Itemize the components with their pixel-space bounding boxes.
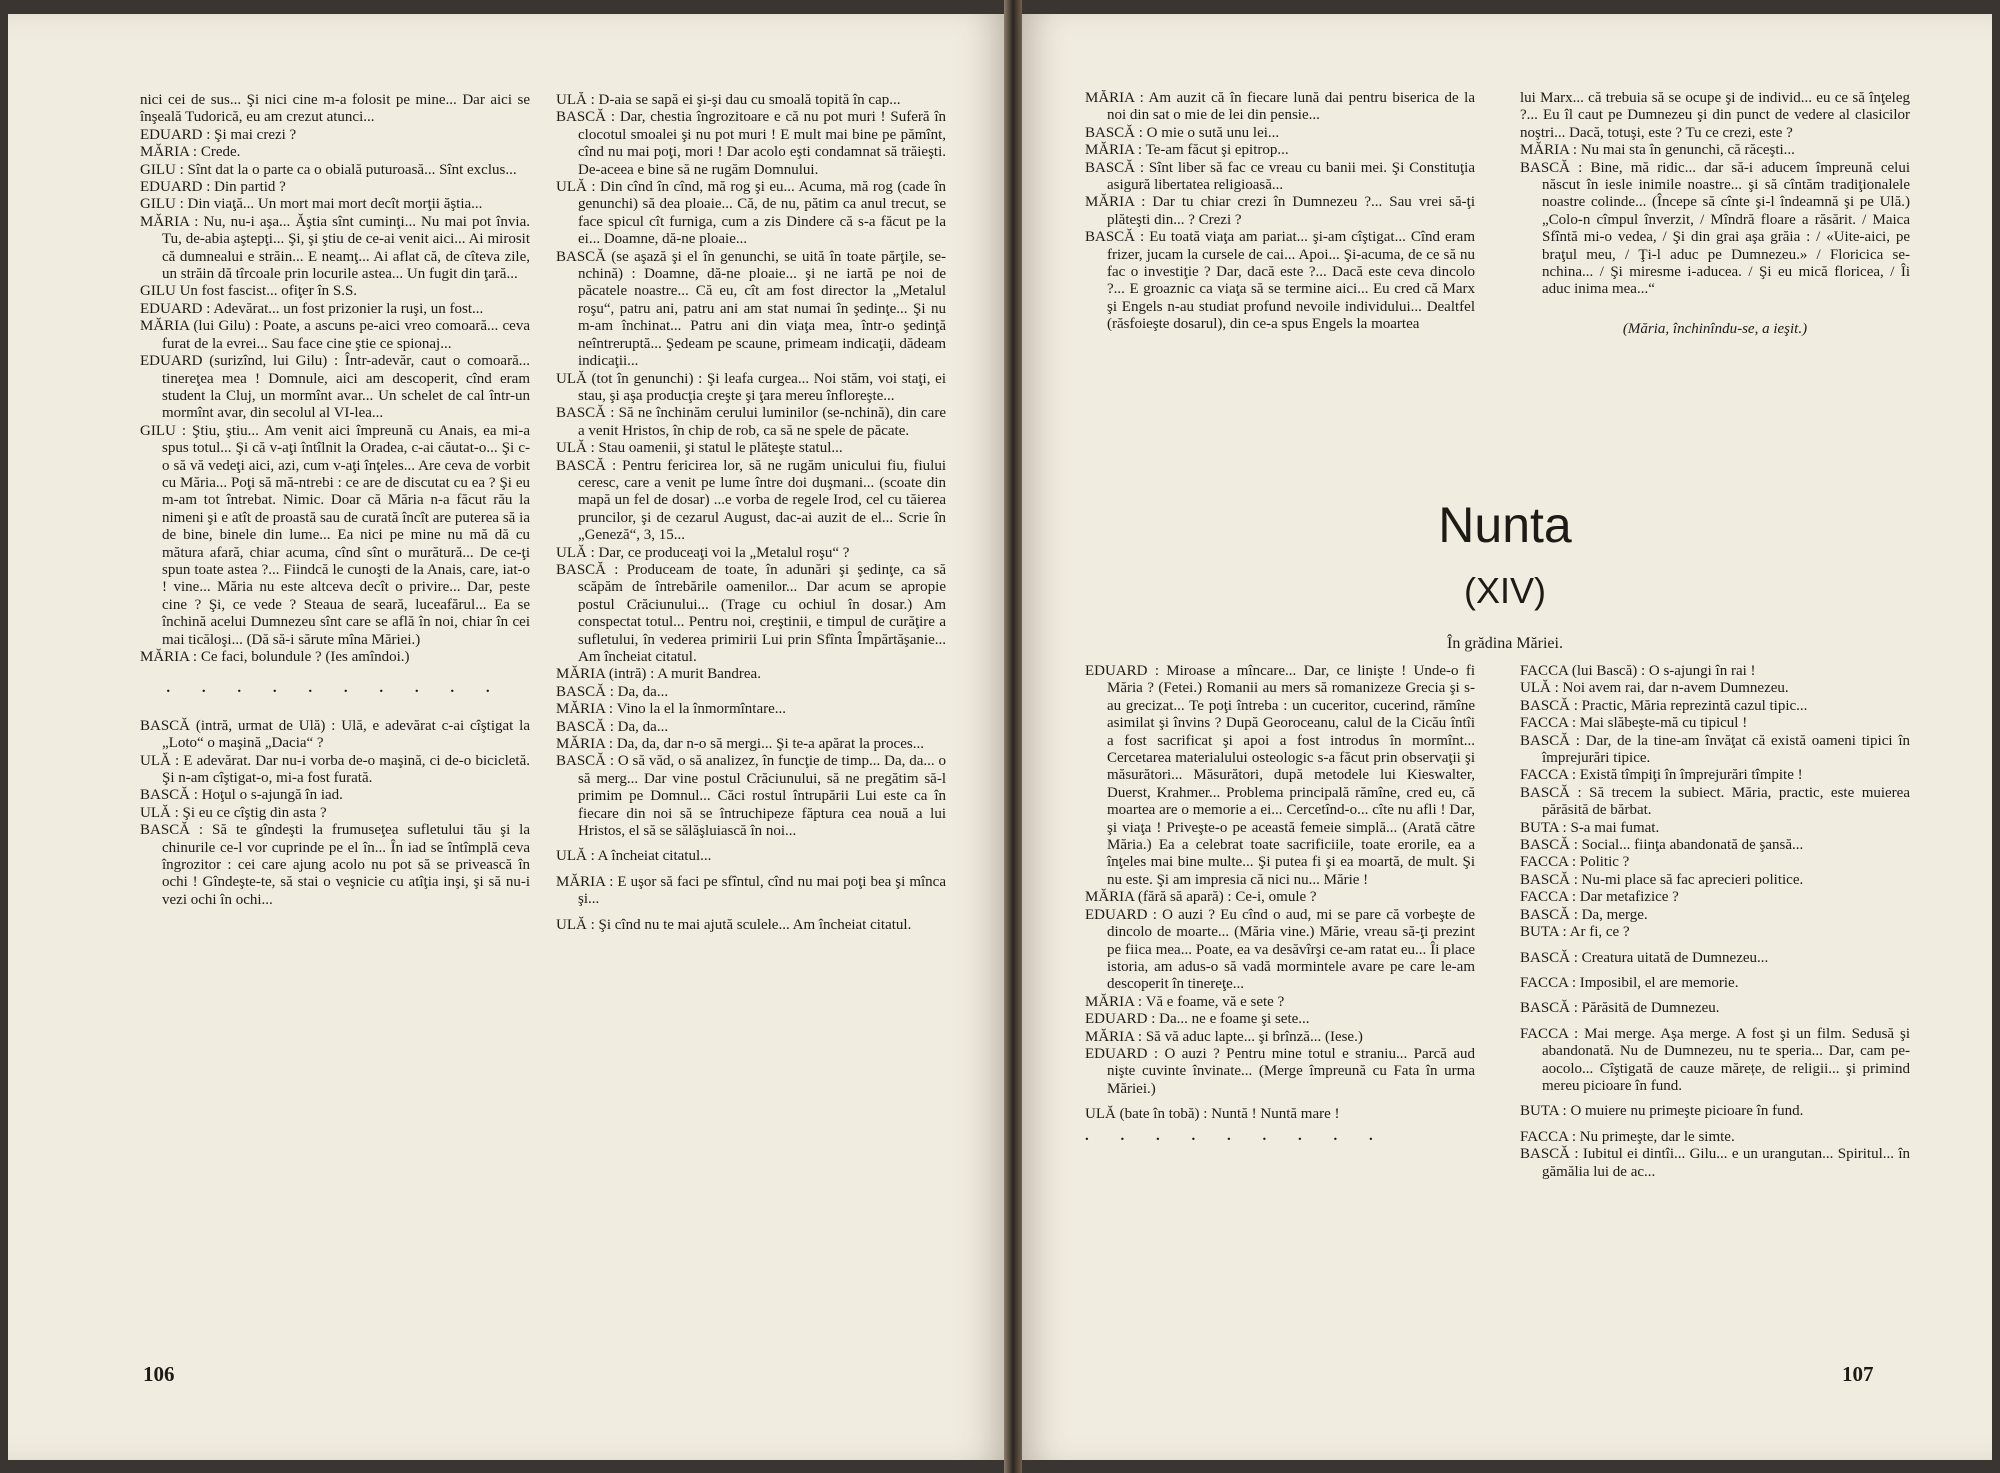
text-para: BUTA : Ar fi, ce ? bbox=[1520, 924, 1630, 941]
text-para: FACCA : Mai slăbeşte-mă cu tipicul ! bbox=[1520, 715, 1748, 732]
text-para: BASCĂ : Bine, mă ridic... dar să-i aducem împreună celui născut în iesle inimile noastre... şi să cîntăm tradiţionalele noastre colinde... (Începe să cînte şi-l îndeamnă şi pe Ulă.) „Colo-n cîmpul înverzit, / Mîndră floare a răsărit. / Maica Sfîntă mi-o vedea, / Şi din grai aşa grăia : / «Uite-aici, pe braţul meu, / Ţi-l aduc pe Dumnezeu.» / Floricica se-nchina... / Şi miresme i-aducea. / Şi eu mică floricea, / Îi aduc inima mea...“ bbox=[1520, 159, 1910, 298]
text-para: MĂRIA : Nu mai sta în genunchi, că răceşti... bbox=[1520, 142, 1795, 159]
text-para: BUTA : O muiere nu primeşte picioare în fund. bbox=[1520, 1103, 1804, 1120]
text-para: BASCĂ (se aşază şi el în genunchi, se uită în toate părţile, se-nchină) : Doamne, dă-ne ploaie... şi ne iartă pe noi de păcatele noastre... Că eu, cît am fost director la „Metalul roşu“, patru ani, patru ani am stat numai în şedinţe... Şi nu m-am închinat... Patru ani din viaţa mea, într-o şedinţă neîntreruptă... Şedeam pe scaune, primeam indicaţii, dădeam indicaţii... bbox=[556, 248, 946, 370]
text-para: BUTA : S-a mai fumat. bbox=[1520, 819, 1660, 836]
chapter-title-block bbox=[1018, 495, 1992, 653]
scene-break-dots: . . . . . . . . . bbox=[1085, 1127, 1387, 1144]
text-para: GILU : Sînt dat la o parte ca o obială puturoasă... Sînt exclus... bbox=[140, 161, 517, 178]
text-para: ULĂ : Stau oamenii, şi statul le plăteşte statul... bbox=[556, 440, 843, 457]
text-para: EDUARD : Din partid ? bbox=[140, 179, 286, 196]
text-para: BASCĂ : Dar, de la tine-am învăţat că există oameni tipici în împrejurări tipice. bbox=[1520, 732, 1910, 767]
scene-location: În grădina Măriei. bbox=[1447, 635, 1563, 652]
text-para: MĂRIA : Să vă aduc lapte... şi brînză... (Iese.) bbox=[1085, 1028, 1363, 1045]
text-para: ULĂ : Noi avem rai, dar n-avem Dumnezeu. bbox=[1520, 680, 1789, 697]
text-para: MĂRIA : Am auzit că în fiecare lună dai pentru biserica de la noi din sat o mie de lei din pensie... bbox=[1085, 90, 1475, 124]
text-para: BASCĂ : Să te gîndeşti la frumuseţea sufletului tău şi la chinurile ce-l vor cuprinde pe el în... În iad se întîmplă ceva îngrozitor : cei care ajung acolo nu pot să se privească în ochi ! Gîndeşte-te, să stai o veşnicie cu atîţia inşi, şi să nu-i vezi ochi în ochi... bbox=[140, 822, 530, 908]
text-para: ULĂ : Dar, ce produceaţi voi la „Metalul roşu“ ? bbox=[556, 544, 850, 561]
text-para: ULĂ (bate în tobă) : Nuntă ! Nuntă mare ! bbox=[1085, 1106, 1340, 1123]
page-number-left: 106 bbox=[143, 1362, 175, 1386]
text-para: MĂRIA (intră) : A murit Bandrea. bbox=[556, 666, 761, 683]
text-para: BASCĂ : Hoţul o s-ajungă în iad. bbox=[140, 787, 343, 804]
text-para: ULĂ : Din cînd în cînd, mă rog şi eu... Acuma, mă rog (cade în genunchi) să dea ploaie... Că, de nu, pătim ca anul trecut, se face spicul cît furniga, cum a zis Dindere că s-a făcut pe la ei... Doamne, dă-ne ploaie... bbox=[556, 179, 946, 248]
text-para: BASCĂ : Pentru fericirea lor, să ne rugăm unicului fiu, fiului ceresc, care a venit pe lume între doi duşmani... (scoate din mapă un fel de dosar) ...e vorba de regele Irod, cel cu tăierea pruncilor, şi de cezarul August, dac-ai auzit de el... Scrie în „Geneză“, 3, 15... bbox=[556, 457, 946, 544]
stage-direction: (Măria, închinîndu-se, a ieşit.) bbox=[1622, 320, 1808, 337]
text-para: ULĂ : D-aia se sapă ei şi-şi dau cu smoală topită în cap... bbox=[556, 92, 901, 108]
text-para: FACCA : Există tîmpiţi în împrejurări tîmpite ! bbox=[1520, 767, 1803, 784]
text-para: FACCA : Imposibil, el are memorie. bbox=[1520, 974, 1739, 991]
text-para: GILU : Ştiu, ştiu... Am venit aici împreună cu Anais, ea mi-a spus totul... Şi că v-aţi întîlnit la Oradea, c-ai căutat-o... Şi c-o să vă vedeţi aici, azi, cum v-aţi înţeles... Are ceva de vorbit cu Măria... Poţi să mă-ntrebi : ce are de discutat cu ea ? Şi eu m-am tot întrebat. Nimic. Doar că Măria n-a făcut rău la nimeni şi e atît de proastă sau de curată încît are puterea să ia de bine, binele din lume... Ea nici pe mine nu mă dă cu mătura afară, chiar acuma, cînd sînt o murătură... De ce-ţi spun toate astea ?... Fiindcă le cunoşti de la Anais, care, iat-o ! vine... Măria nu este altceva decît o privire... Dar, peste cine ? Şi, ce vede ? Steaua de seară, luceafărul... Ea se închină acelui Dumnezeu sînt care se află în noi, chiar în cei mai ticăloşi... (Dă să-i sărute mîna Măriei.) bbox=[140, 422, 530, 648]
right-top-column-1 bbox=[1085, 90, 1475, 470]
text-para: BASCĂ : Sînt liber să fac ce vreau cu banii mei. Şi Constituţia asigură libertatea religioasă... bbox=[1085, 159, 1475, 194]
left-column-2 bbox=[556, 92, 946, 1352]
text-para: EDUARD (surizînd, lui Gilu) : Într-adevăr, caut o comoară... tinereţea mea ! Domnule, aici am descoperit, cînd eram student la Cluj, un mormînt avar... Un schelet de cal într-un mormînt avar, din secolul al VI-lea... bbox=[140, 353, 530, 422]
text-para: ULĂ : E adevărat. Dar nu-i vorba de-o maşină, ci de-o bicicletă. Şi n-am cîştigat-o, mi-a fost furată. bbox=[140, 752, 530, 787]
text-para: MĂRIA : Nu, nu-i aşa... Ăştia sînt cuminţi... Nu mai pot învia. Tu, de-abia aştepţi... Şi, şi ştiu de ce-ai venit aici... Ai mirosit că dumnealui e străin... E neamţ... Ai aflat că, de cîteva zile, un străin dă tîrcoale prin locurile astea... Un fugit din ţară... bbox=[140, 213, 530, 283]
text-para: FACCA (lui Bască) : O s-ajungi în rai ! bbox=[1520, 663, 1756, 679]
text-para: ULĂ : Şi cînd nu te mai ajută sculele... Am încheiat citatul. bbox=[556, 916, 912, 933]
text-para: BASCĂ : O mie o sută unu lei... bbox=[1085, 124, 1280, 141]
text-para: MĂRIA : Te-am făcut şi epitrop... bbox=[1085, 142, 1289, 159]
right-bottom-column-2 bbox=[1520, 663, 1910, 1363]
chapter-title: Nunta bbox=[1438, 497, 1572, 553]
text-para: MĂRIA : Dar tu chiar crezi în Dumnezeu ?... Sau vrei să-ţi plăteşti din... ? Crezi ? bbox=[1085, 194, 1475, 228]
text-para: MĂRIA (lui Gilu) : Poate, a ascuns pe-aici vreo comoară... ceva furat de la evrei... Sau face cine ştie ce spionaj... bbox=[140, 318, 530, 352]
text-para: BASCĂ : Să trecem la subiect. Măria, practic, este muierea părăsită de bărbat. bbox=[1520, 784, 1910, 819]
text-para: EDUARD : Miroase a mîncare... Dar, ce linişte ! Unde-o fi Măria ? (Fetei.) Romanii au mers să romanizeze Grecia şi s-au grecizat... Te poţi întreba : un cuceritor, cucerind, rămîne asimilat şi învins ? După Georoceanu, calul de la Cicău întîi a fost sacrificat şi apoi a fost introdus în mormînt... Cercetarea materialului osteologic s-a făcut prin observaţii şi măsurători... Măsurători, după metodele lui Kieswalter, Duerst, Krahmer... Problema principală rămîne, cred eu, că moartea are o memorie a ei... Cercetînd-o... cîte nu afli ! Dar, şi viaţa ! Priveşte-o pe această femeie simplă... (Arată către Măria.) Ea a celebrat toate sacrificiile, toate erorile, ea a înţeles mai bine multe... Şi putea fi şi ea moartă, de mult. Şi nu este. Şi am impresia că nici nu... Mărie ! bbox=[1085, 663, 1475, 888]
text-para: lui Marx... că trebuia să se ocupe şi de individ... eu ce să înţeleg ?... Eu îl caut pe Dumnezeu şi din punct de vedere al clasicilor noştri... Dacă, totuşi, este ? Tu ce crezi, este ? bbox=[1520, 90, 1910, 141]
text-para: ULĂ (tot în genunchi) : Şi leafa curgea... Noi stăm, voi staţi, ei stau, şi aşa producţia creşte şi ţara mereu înfloreşte... bbox=[556, 370, 946, 404]
text-para: MĂRIA : Crede. bbox=[140, 144, 241, 161]
text-para: MĂRIA (fără să apară) : Ce-i, omule ? bbox=[1085, 889, 1317, 906]
text-para: ULĂ : Şi eu ce cîştig din asta ? bbox=[140, 804, 327, 821]
left-column-1 bbox=[140, 92, 530, 1352]
text-para: FACCA : Politic ? bbox=[1520, 854, 1630, 871]
text-para: MĂRIA : E uşor să faci pe sfîntul, cînd nu mai poţi bea şi mînca şi... bbox=[556, 873, 946, 908]
book-gutter bbox=[1004, 0, 1022, 1473]
text-para: BASCĂ : Da, merge. bbox=[1520, 906, 1648, 923]
text-para: BASCĂ : Creatura uitată de Dumnezeu... bbox=[1520, 949, 1769, 966]
text-para: GILU Un fost fascist... ofiţer în S.S. bbox=[140, 283, 358, 300]
text-para: FACCA : Mai merge. Aşa merge. A fost şi un film. Sedusă şi abandonată. Nu de Dumnezeu, nu te speria... Dar, cam pe-aocolo... Cîştigată de cauze mărețe, de religii... şi primind mereu picioare în fund. bbox=[1520, 1025, 1910, 1094]
text-para: EDUARD : Şi mai crezi ? bbox=[140, 126, 297, 143]
text-para: EDUARD : O auzi ? Pentru mine totul e straniu... Parcă aud nişte cuvinte învinate... (Merge împreună cu Fata în urma Măriei.) bbox=[1085, 1045, 1475, 1097]
text-para: BASCĂ : Social... fiinţa abandonată de şansă... bbox=[1520, 837, 1804, 854]
right-bottom-column-1 bbox=[1085, 663, 1475, 1363]
scene-break-dots: . . . . . . . . . . bbox=[166, 680, 504, 697]
text-para: BASCĂ : Eu toată viaţa am pariat... şi-am cîştigat... Cînd eram frizer, jucam la cursele de cai... Apoi... Şi-acuma, de ce să nu fac o investiţie ? Dar, dacă este ?... Dacă este ceva dincolo ?... E groaznic ca viaţa să se termine aici... Eu cred că Marx şi Engels n-au studiat profund nevoile individului... Dealtfel (răsfoieşte dosarul), din ce-a spus Engels la moartea bbox=[1085, 229, 1475, 333]
text-para: BASCĂ : Da, da... bbox=[556, 718, 669, 735]
text-para: BASCĂ : Nu-mi place să fac aprecieri politice. bbox=[1520, 871, 1804, 888]
text-para: BASCĂ : Practic, Măria reprezintă cazul tipic... bbox=[1520, 697, 1808, 714]
text-para: BASCĂ : Iubitul ei dintîi... Gilu... e un urangutan... Spiritul... în gămălia lui de ac... bbox=[1520, 1146, 1910, 1180]
text-para: EDUARD : Adevărat... un fost prizonier la ruşi, un fost... bbox=[140, 300, 484, 317]
text-para: MĂRIA : Vino la el la înmormîntare... bbox=[556, 701, 787, 718]
chapter-number: (XIV) bbox=[1463, 570, 1546, 611]
text-para: FACCA : Nu primeşte, dar le simte. bbox=[1520, 1128, 1735, 1145]
text-para: BASCĂ : Produceam de toate, în adunări şi şedinţe, ca să scăpăm de întrebările oamenilor... Dar acum se apropie postul Crăciunului... (Trage cu ochiul în dosar.) Am conspectat totul... Pentru noi, creştinii, e timpul de curăţire a sufletului, în vederea primirii Lui prin Sfînta Împărtăşanie... Am încheiat citatul. bbox=[556, 561, 946, 665]
text-para: MĂRIA : Da, da, dar n-o să mergi... Şi te-a apărat la proces... bbox=[556, 736, 924, 753]
text-para: EDUARD : Da... ne e foame şi sete... bbox=[1085, 1011, 1310, 1028]
text-para: EDUARD : O auzi ? Eu cînd o aud, mi se pare că vorbeşte de dincolo de moarte... (Măria vine.) Mărie, vreau să-ţi prezint pe fiica mea... Poate, ea va desăvîrşi ce-am ratat eu... Îi place istoria, am adus-o să vadă mormintele avare pe care le-am descoperit în tinereţe... bbox=[1085, 906, 1475, 993]
text-para: BASCĂ : Da, da... bbox=[556, 683, 669, 700]
page-number-right: 107 bbox=[1842, 1362, 1874, 1386]
text-para: BASCĂ (intră, urmat de Ulă) : Ulă, e adevărat c-ai cîştigat la „Loto“ o maşină „Dacia“ ? bbox=[140, 717, 530, 752]
text-para: BASCĂ : Părăsită de Dumnezeu. bbox=[1520, 1000, 1720, 1017]
text-para: nici cei de sus... Şi nici cine m-a folosit pe mine... Dar aici se înşeală Tudorică, eu am crezut atunci... bbox=[140, 92, 530, 126]
text-para: BASCĂ : Să ne închinăm cerului luminilor (se-nchină), din care a venit Hristos, în chip de rob, ca să ne spele de păcate. bbox=[556, 405, 946, 439]
right-top-column-2 bbox=[1520, 90, 1910, 470]
text-para: FACCA : Dar metafizice ? bbox=[1520, 889, 1679, 906]
text-para: MĂRIA : Ce faci, bolundule ? (Ies amîndoi.) bbox=[140, 649, 410, 665]
text-para: BASCĂ : O să văd, o să analizez, în funcţie de timp... Da, da... o să merg... Dar vine postul Crăciunului, să ne pregătim să-l primim pe Domnul... Căci rostul întrupării Lui este ca în fiecare din noi să se întruchipeze făptura cea nouă a lui Hristos, el să se sălăşluiască în noi... bbox=[556, 753, 946, 840]
text-para: GILU : Din viaţă... Un mort mai mort decît morţii ăştia... bbox=[140, 196, 483, 213]
text-para: ULĂ : A încheiat citatul... bbox=[556, 848, 712, 865]
text-para: BASCĂ : Dar, chestia îngrozitoare e că nu pot muri ! Suferă în clocotul smoalei şi nu pot muri ! E mult mai bine pe pămînt, cînd nu mai poţi, mori ! Dar acolo eşti condamnat să trăieşti. De-aceea e bine să ne rugăm Domnului. bbox=[556, 109, 946, 178]
text-para: MĂRIA : Vă e foame, vă e sete ? bbox=[1085, 993, 1285, 1010]
